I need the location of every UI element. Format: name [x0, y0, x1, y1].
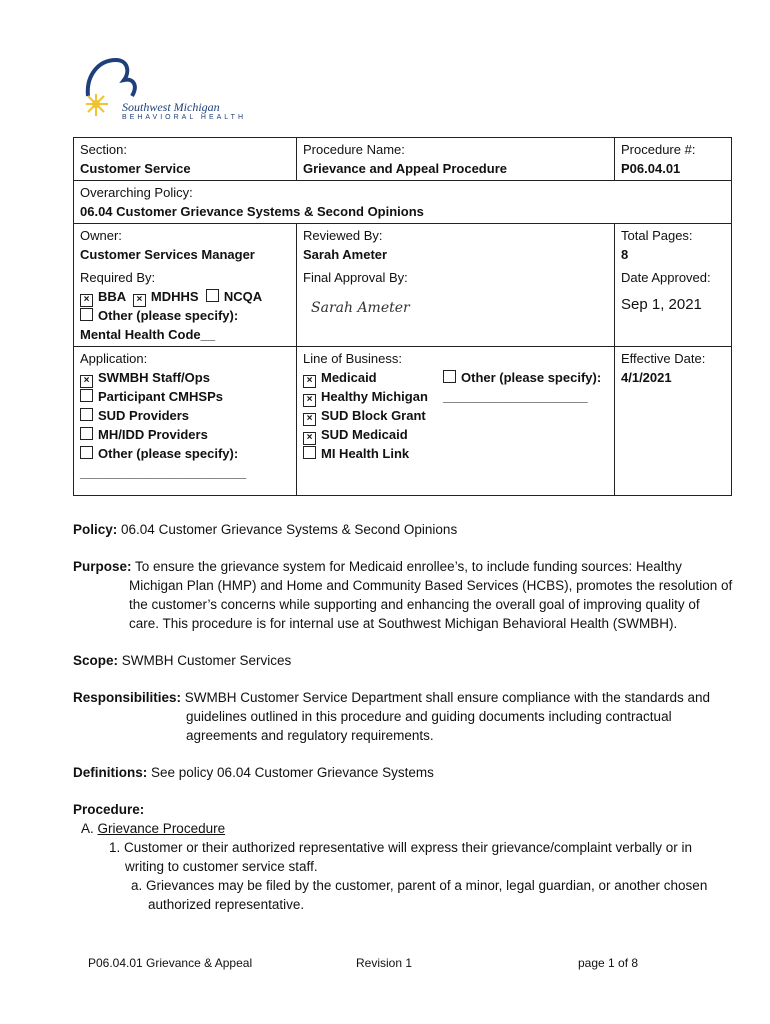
app-staff-label: SWMBH Staff/Ops: [98, 370, 210, 385]
lob-mhl-label: MI Health Link: [321, 446, 410, 461]
purpose-line1: To ensure the grievance system for Medicaid enrollee’s, to include funding sources: Healthy: [135, 559, 682, 574]
final-approval-signature: Sarah Ameter: [311, 300, 410, 316]
lob-medicaid-checkbox[interactable]: ×: [303, 375, 316, 388]
logo-subtitle: BEHAVIORAL HEALTH: [122, 114, 247, 121]
ncqa-checkbox[interactable]: [206, 289, 219, 302]
lob-sudbg-label: SUD Block Grant: [321, 408, 426, 423]
date-approved-label: Date Approved:: [621, 270, 711, 285]
total-pages-label: Total Pages:: [621, 228, 693, 243]
lob-mhl-checkbox[interactable]: [303, 446, 316, 459]
required-by-label: Required By:: [80, 270, 156, 285]
app-other-checkbox[interactable]: [80, 446, 93, 459]
responsibilities-label: Responsibilities:: [73, 690, 182, 705]
owner-label: Owner:: [80, 228, 122, 243]
app-other-label: Other (please specify):: [98, 446, 239, 461]
app-mhidd-checkbox[interactable]: [80, 427, 93, 440]
total-pages-value: 8: [621, 247, 629, 262]
procedure-name-label: Procedure Name:: [303, 142, 405, 157]
line-of-business-label: Line of Business:: [303, 351, 403, 366]
overarching-policy-value: 06.04 Customer Grievance Systems & Second Opinions: [80, 204, 424, 219]
required-other-value: Mental Health Code__: [80, 327, 216, 342]
policy-label: Policy:: [73, 522, 118, 537]
definitions-text: See policy 06.04 Customer Grievance Systems: [151, 765, 434, 780]
procedure-header-table: [73, 137, 732, 496]
logo-name: Southwest Michigan: [122, 100, 220, 114]
effective-date-label: Effective Date:: [621, 351, 706, 366]
mdhhs-label: MDHHS: [150, 289, 199, 304]
lob-other-line: ____________________: [443, 389, 588, 404]
bba-checkbox[interactable]: ×: [80, 294, 93, 307]
definitions-label: Definitions:: [73, 765, 148, 780]
lob-hmp-label: Healthy Michigan: [321, 389, 428, 404]
responsibilities-rest: guidelines outlined in this procedure and guiding documents including contractual agreements and regulatory requirements.: [186, 709, 672, 743]
lob-medicaid-label: Medicaid: [321, 370, 377, 385]
effective-date-value: 4/1/2021: [621, 370, 672, 385]
procedure-body: [73, 520, 733, 914]
final-approval-label: Final Approval By:: [303, 270, 408, 285]
footer-doc-id: P06.04.01 Grievance & Appeal: [88, 956, 253, 970]
procedure-step-1a-cont: authorized representative.: [148, 897, 305, 912]
grievance-procedure-heading: Grievance Procedure: [97, 821, 226, 836]
policy-text: 06.04 Customer Grievance Systems & Second Opinions: [121, 522, 458, 537]
reviewed-by-value: Sarah Ameter: [303, 247, 388, 262]
lob-other-label: Other (please specify):: [461, 370, 602, 385]
date-approved-value: Sep 1, 2021: [621, 296, 702, 313]
section-label: Section:: [80, 142, 127, 157]
mdhhs-checkbox[interactable]: ×: [133, 294, 146, 307]
section-value: Customer Service: [80, 161, 191, 176]
application-label: Application:: [80, 351, 148, 366]
procedure-label: Procedure:: [73, 802, 145, 817]
required-other-checkbox[interactable]: [80, 308, 93, 321]
lob-other-checkbox[interactable]: [443, 370, 456, 383]
responsibilities-line1: SWMBH Customer Service Department shall ensure compliance with the standards and: [184, 690, 711, 705]
procedure-step-1: 1. Customer or their authorized representative will express their grievance/complaint verbally or in: [109, 840, 693, 855]
procedure-step-1a: a. Grievances may be filed by the customer, parent of a minor, legal guardian, or another chosen: [131, 878, 708, 893]
footer-revision: Revision 1: [356, 956, 413, 970]
app-staff-checkbox[interactable]: ×: [80, 375, 93, 388]
lob-hmp-checkbox[interactable]: ×: [303, 394, 316, 407]
scope-text: SWMBH Customer Services: [121, 653, 292, 668]
owner-value: Customer Services Manager: [80, 247, 255, 262]
app-mhidd-label: MH/IDD Providers: [98, 427, 208, 442]
scope-label: Scope:: [73, 653, 119, 668]
app-other-line: _______________________: [80, 465, 247, 480]
footer-page-number: page 1 of 8: [578, 956, 639, 970]
app-cmhsp-label: Participant CMHSPs: [98, 389, 223, 404]
app-sud-label: SUD Providers: [98, 408, 190, 423]
procedure-number-value: P06.04.01: [621, 161, 681, 176]
purpose-rest: Michigan Plan (HMP) and Home and Community Based Services (HCBS), promotes the resolution of the customer’s concerns while supporting and enhancing the overall goal of improving quality of care. This procedure is for internal use at Southwest Michigan Behavioral Health (SWMBH).: [129, 578, 733, 631]
procedure-step-1-cont: writing to customer service staff.: [125, 859, 318, 874]
overarching-policy-label: Overarching Policy:: [80, 185, 193, 200]
app-cmhsp-checkbox[interactable]: [80, 389, 93, 402]
procedure-name-value: Grievance and Appeal Procedure: [303, 161, 507, 176]
bba-label: BBA: [98, 289, 126, 304]
required-other-label: Other (please specify):: [98, 308, 239, 323]
lob-sudbg-checkbox[interactable]: ×: [303, 413, 316, 426]
reviewed-by-label: Reviewed By:: [303, 228, 383, 243]
purpose-label: Purpose:: [73, 559, 132, 574]
lob-sudmed-checkbox[interactable]: ×: [303, 432, 316, 445]
lob-sudmed-label: SUD Medicaid: [321, 427, 408, 442]
app-sud-checkbox[interactable]: [80, 408, 93, 421]
procedure-number-label: Procedure #:: [621, 142, 696, 157]
procedure-a-prefix: A.: [81, 821, 94, 836]
ncqa-label: NCQA: [223, 289, 263, 304]
